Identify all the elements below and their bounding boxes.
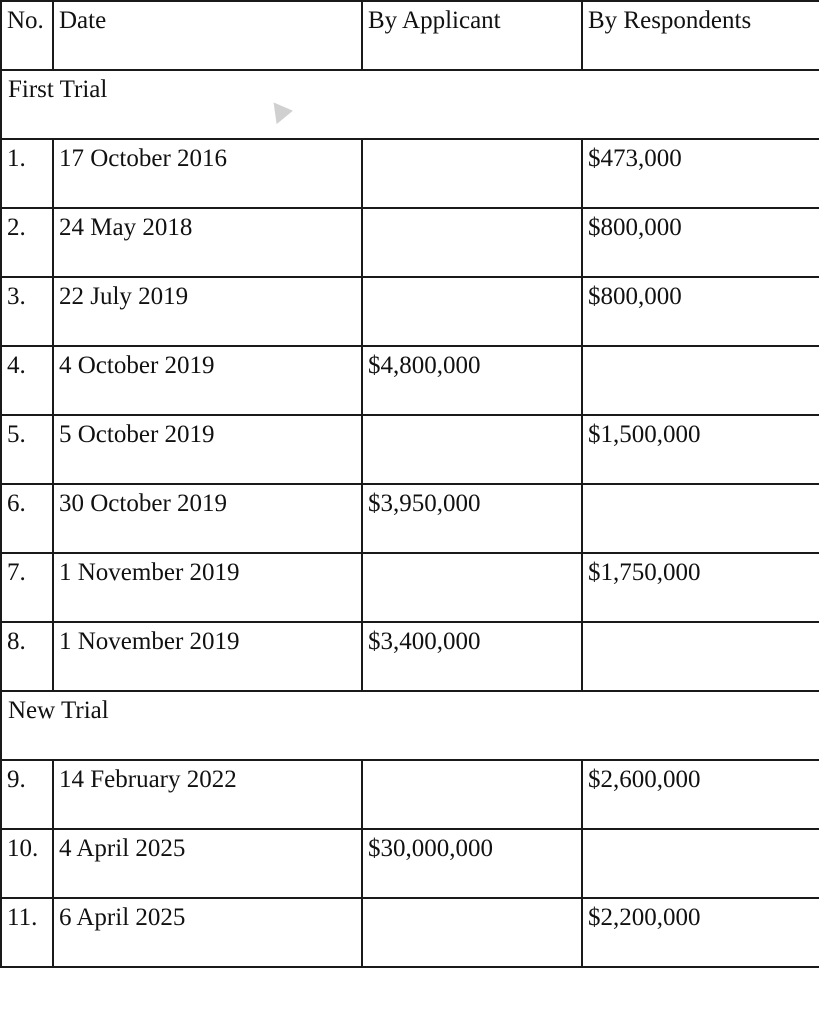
row-no: 1.: [1, 139, 53, 208]
table-row: [1, 760, 819, 829]
row-no: 5.: [1, 415, 53, 484]
section-title: New Trial: [1, 691, 819, 760]
table-row: [1, 829, 819, 898]
row-no: 11.: [1, 898, 53, 967]
section-row-new-trial: [1, 691, 819, 760]
row-no: 9.: [1, 760, 53, 829]
row-no: 2.: [1, 208, 53, 277]
table-row: [1, 277, 819, 346]
header-date: Date: [53, 1, 362, 70]
mouse-cursor-icon: [274, 100, 295, 124]
row-date: 17 October 2016: [53, 139, 362, 208]
row-no: 10.: [1, 829, 53, 898]
row-date: 4 October 2019: [53, 346, 362, 415]
row-date: 30 October 2019: [53, 484, 362, 553]
row-no: 3.: [1, 277, 53, 346]
row-date: 14 February 2022: [53, 760, 362, 829]
table-header-row: [1, 1, 819, 70]
row-date: 22 July 2019: [53, 277, 362, 346]
row-by-respondents: $1,750,000: [582, 553, 819, 622]
row-by-respondents: [582, 346, 819, 415]
row-by-applicant: [362, 277, 582, 346]
row-no: 6.: [1, 484, 53, 553]
table-row: [1, 484, 819, 553]
row-no: 4.: [1, 346, 53, 415]
table-row: [1, 208, 819, 277]
row-by-applicant: $4,800,000: [362, 346, 582, 415]
row-by-respondents: [582, 622, 819, 691]
row-by-applicant: [362, 898, 582, 967]
header-by-applicant: By Applicant: [362, 1, 582, 70]
row-by-applicant: $3,400,000: [362, 622, 582, 691]
row-by-applicant: $30,000,000: [362, 829, 582, 898]
row-by-respondents: $2,200,000: [582, 898, 819, 967]
section-title: First Trial: [1, 70, 819, 139]
row-by-respondents: $1,500,000: [582, 415, 819, 484]
row-by-respondents: [582, 829, 819, 898]
row-no: 8.: [1, 622, 53, 691]
row-by-respondents: $2,600,000: [582, 760, 819, 829]
row-by-applicant: [362, 760, 582, 829]
row-by-applicant: [362, 415, 582, 484]
row-by-respondents: $473,000: [582, 139, 819, 208]
row-date: 24 May 2018: [53, 208, 362, 277]
header-by-respondents: By Respondents: [582, 1, 819, 70]
row-by-respondents: $800,000: [582, 208, 819, 277]
row-by-applicant: [362, 139, 582, 208]
row-no: 7.: [1, 553, 53, 622]
row-by-applicant: [362, 553, 582, 622]
header-no: No.: [1, 1, 53, 70]
row-by-respondents: $800,000: [582, 277, 819, 346]
table-row: [1, 898, 819, 967]
table-row: [1, 622, 819, 691]
section-row-first-trial: [1, 70, 819, 139]
row-by-respondents: [582, 484, 819, 553]
row-date: 1 November 2019: [53, 622, 362, 691]
table-row: [1, 139, 819, 208]
table-row: [1, 346, 819, 415]
row-date: 4 April 2025: [53, 829, 362, 898]
row-date: 5 October 2019: [53, 415, 362, 484]
row-by-applicant: $3,950,000: [362, 484, 582, 553]
table-row: [1, 553, 819, 622]
row-date: 6 April 2025: [53, 898, 362, 967]
row-by-applicant: [362, 208, 582, 277]
table-row: [1, 415, 819, 484]
row-date: 1 November 2019: [53, 553, 362, 622]
